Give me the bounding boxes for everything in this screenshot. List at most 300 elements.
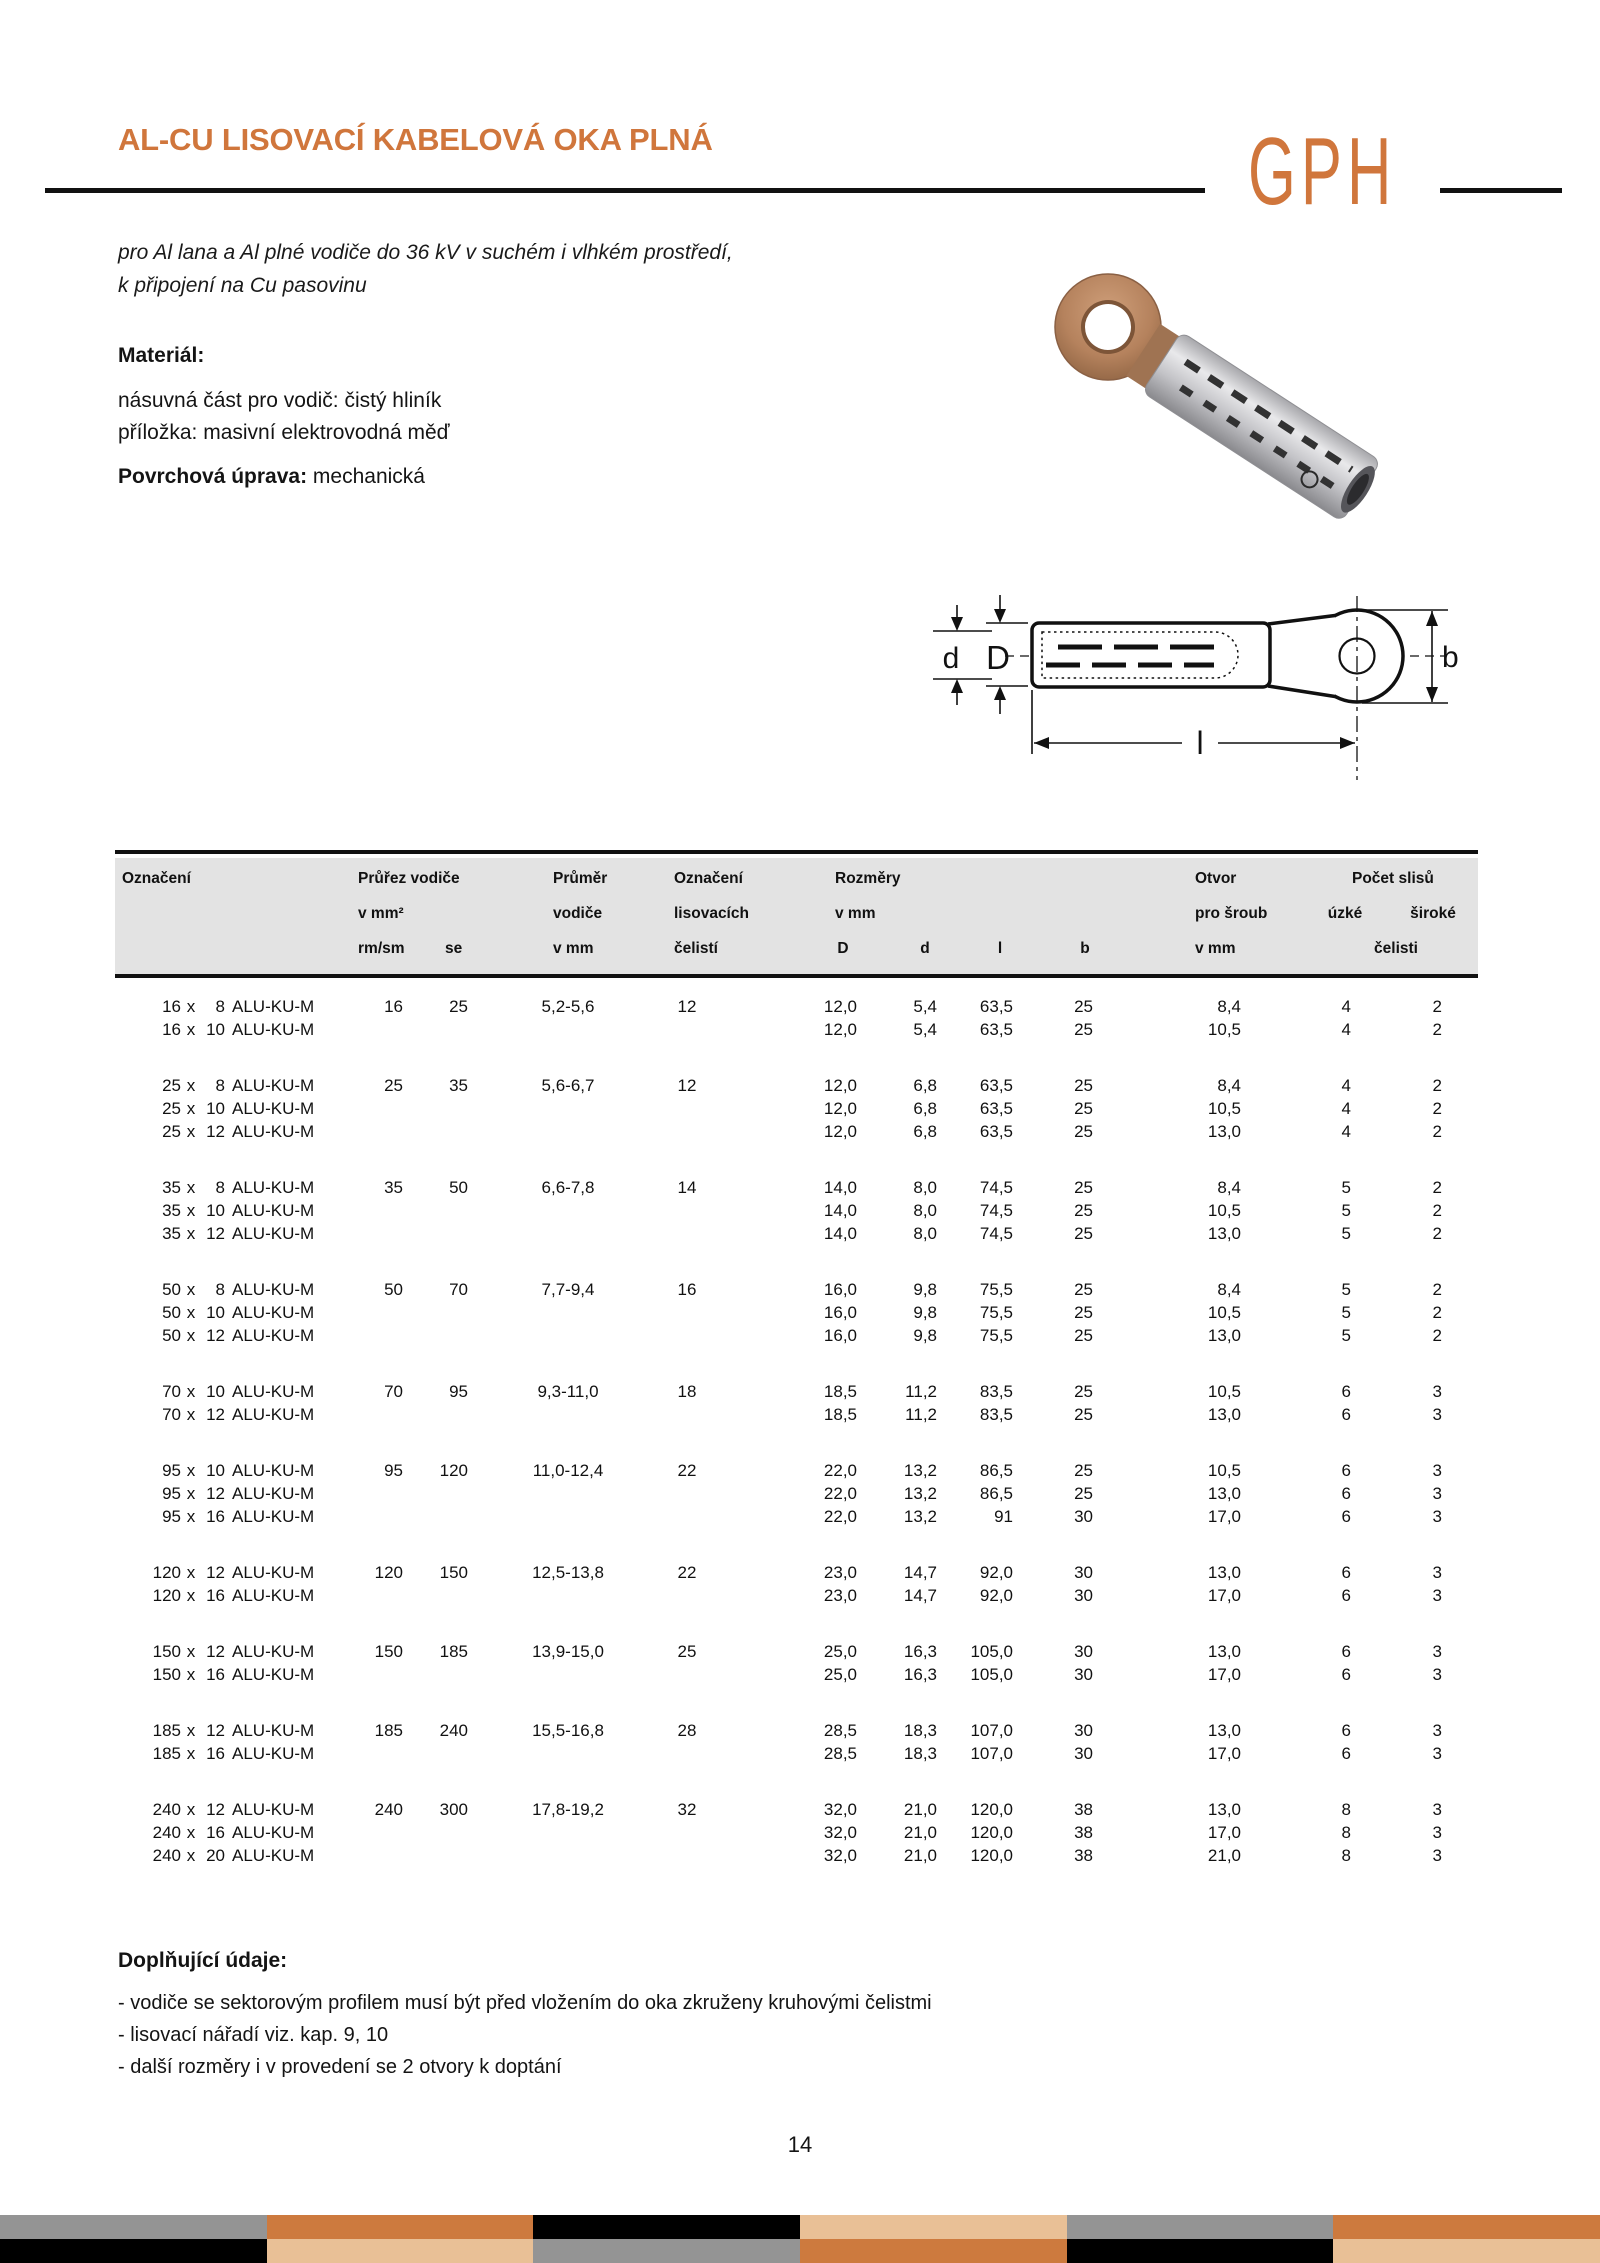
cell-prumer bbox=[483, 1018, 633, 1041]
dz-size: 150 bbox=[152, 1642, 181, 1661]
cell-celisti bbox=[633, 1097, 723, 1120]
dimension-drawing-svg bbox=[878, 572, 1466, 800]
notes-block bbox=[118, 1945, 932, 2083]
cell-b: 30 bbox=[1074, 1642, 1093, 1661]
dz-size: 50 bbox=[162, 1326, 181, 1345]
material-heading: Materiál: bbox=[118, 344, 205, 367]
cell-prumer: 9,3-11,0 bbox=[537, 1382, 599, 1401]
cell-D: 18,5 bbox=[823, 1382, 857, 1401]
cell-rm_sm bbox=[345, 1324, 425, 1347]
cell-uzke: 6 bbox=[1341, 1484, 1351, 1503]
cell-l: 63,5 bbox=[979, 997, 1013, 1016]
cell-se bbox=[425, 1222, 483, 1245]
cell-siroke: 3 bbox=[1432, 1800, 1442, 1819]
cell-D: 25,0 bbox=[823, 1665, 857, 1684]
table-row bbox=[115, 1278, 1478, 1301]
table-row bbox=[115, 1120, 1478, 1143]
cell-d: 11,2 bbox=[905, 1382, 937, 1401]
cell-rm_sm: 95 bbox=[384, 1461, 403, 1480]
cell-siroke: 3 bbox=[1432, 1665, 1442, 1684]
dz-size: 35 bbox=[162, 1224, 181, 1243]
cell-designation bbox=[115, 1719, 345, 1742]
cell-siroke: 2 bbox=[1432, 1326, 1442, 1345]
cell-designation bbox=[115, 1097, 345, 1120]
cell-prumer bbox=[483, 1199, 633, 1222]
dz-size: 240 bbox=[152, 1800, 181, 1819]
dz-size: 35 bbox=[162, 1201, 181, 1220]
lug-barrel bbox=[1142, 332, 1381, 520]
table-rule-top bbox=[115, 850, 1478, 854]
table-row bbox=[115, 1798, 1478, 1821]
cell-se bbox=[425, 1663, 483, 1686]
cell-D: 23,0 bbox=[823, 1586, 857, 1605]
cell-rm_sm: 240 bbox=[374, 1800, 403, 1819]
cell-D: 12,0 bbox=[823, 1020, 857, 1039]
intro-line-2: k připojení na Cu pasovinu bbox=[118, 274, 367, 297]
cell-l: 107,0 bbox=[970, 1744, 1013, 1763]
dz-hole: 10 bbox=[206, 1303, 225, 1322]
cell-rm_sm bbox=[345, 1199, 425, 1222]
dz-size: 240 bbox=[152, 1846, 181, 1865]
dz-suffix: ALU-KU-M bbox=[232, 1076, 315, 1095]
cable-lug-image bbox=[1020, 255, 1430, 520]
cell-siroke: 2 bbox=[1432, 1122, 1442, 1141]
dz-suffix: ALU-KU-M bbox=[232, 1823, 315, 1842]
cell-rm_sm: 25 bbox=[384, 1076, 403, 1095]
cell-celisti bbox=[633, 1844, 723, 1867]
cell-D: 23,0 bbox=[823, 1563, 857, 1582]
dz-suffix: ALU-KU-M bbox=[232, 1586, 315, 1605]
dz-hole: 10 bbox=[206, 1461, 225, 1480]
cell-siroke: 3 bbox=[1432, 1461, 1442, 1480]
cell-celisti: 16 bbox=[677, 1280, 697, 1299]
table-row bbox=[115, 1640, 1478, 1663]
th-die2: lisovacích bbox=[674, 905, 749, 922]
color-bar-cell-tan bbox=[1333, 2239, 1600, 2263]
table-row bbox=[115, 1663, 1478, 1686]
cell-otvor: 8,4 bbox=[1217, 1076, 1241, 1095]
dz-hole: 12 bbox=[206, 1800, 225, 1819]
cell-D: 28,5 bbox=[823, 1721, 857, 1740]
page-number: 14 bbox=[787, 2132, 813, 2157]
cell-d: 16,3 bbox=[903, 1665, 937, 1684]
th-dimensions: Rozměry bbox=[835, 870, 901, 887]
cell-l: 92,0 bbox=[979, 1586, 1013, 1605]
dz-hole: 10 bbox=[206, 1382, 225, 1401]
cell-l: 75,5 bbox=[979, 1280, 1013, 1299]
cell-l: 63,5 bbox=[979, 1122, 1013, 1141]
cell-celisti bbox=[633, 1301, 723, 1324]
dz-suffix: ALU-KU-M bbox=[232, 1484, 315, 1503]
cell-uzke: 5 bbox=[1341, 1303, 1351, 1322]
cell-D: 18,5 bbox=[823, 1405, 857, 1424]
cell-otvor: 13,0 bbox=[1207, 1326, 1241, 1345]
cell-rm_sm bbox=[345, 1222, 425, 1245]
th-crimps2: čelisti bbox=[1374, 940, 1418, 957]
dz-hole: 12 bbox=[206, 1484, 225, 1503]
cell-b: 25 bbox=[1074, 1076, 1093, 1095]
cell-designation bbox=[115, 995, 345, 1018]
cell-siroke: 3 bbox=[1432, 1563, 1442, 1582]
surface-finish bbox=[118, 465, 425, 489]
th-crimps: Počet slisů bbox=[1352, 870, 1434, 887]
cell-celisti: 14 bbox=[677, 1178, 697, 1197]
cell-b: 25 bbox=[1074, 1461, 1093, 1480]
cell-D: 32,0 bbox=[823, 1823, 857, 1842]
th-cross-section: Průřez vodiče bbox=[358, 870, 460, 887]
dz-size: 50 bbox=[162, 1303, 181, 1322]
dz-suffix: ALU-KU-M bbox=[232, 1461, 315, 1480]
header-rule-right bbox=[1440, 188, 1562, 193]
cell-otvor: 17,0 bbox=[1207, 1744, 1241, 1763]
cell-celisti bbox=[633, 1505, 723, 1528]
dz-size: 150 bbox=[152, 1665, 181, 1684]
cell-b: 30 bbox=[1074, 1507, 1093, 1526]
dz-x: x bbox=[186, 1076, 196, 1095]
cell-D: 14,0 bbox=[823, 1201, 857, 1220]
dz-size: 240 bbox=[152, 1823, 181, 1842]
cell-se bbox=[425, 1584, 483, 1607]
cell-l: 63,5 bbox=[979, 1076, 1013, 1095]
cell-siroke: 2 bbox=[1432, 1099, 1442, 1118]
cell-D: 16,0 bbox=[823, 1280, 857, 1299]
table-row bbox=[115, 1018, 1478, 1041]
cell-b: 30 bbox=[1074, 1744, 1093, 1763]
cell-d: 14,7 bbox=[903, 1563, 937, 1582]
cell-celisti: 22 bbox=[677, 1461, 697, 1480]
cell-se bbox=[425, 1844, 483, 1867]
cell-d: 9,8 bbox=[913, 1280, 937, 1299]
dz-suffix: ALU-KU-M bbox=[232, 1563, 315, 1582]
dz-hole: 20 bbox=[206, 1846, 225, 1865]
cell-se bbox=[425, 1199, 483, 1222]
cell-d: 6,8 bbox=[913, 1076, 937, 1095]
cell-otvor: 17,0 bbox=[1207, 1823, 1241, 1842]
dz-suffix: ALU-KU-M bbox=[232, 1178, 315, 1197]
cell-d: 16,3 bbox=[903, 1642, 937, 1661]
cell-otvor: 10,5 bbox=[1207, 1382, 1241, 1401]
cell-otvor: 10,5 bbox=[1207, 1099, 1241, 1118]
dz-size: 95 bbox=[162, 1507, 181, 1526]
cell-b: 38 bbox=[1074, 1800, 1093, 1819]
dz-hole: 16 bbox=[206, 1665, 225, 1684]
cell-prumer: 5,2-5,6 bbox=[541, 997, 595, 1016]
cell-rm_sm bbox=[345, 1403, 425, 1426]
dz-x: x bbox=[186, 1224, 196, 1243]
cell-prumer: 17,8-19,2 bbox=[532, 1800, 604, 1819]
th-d: d bbox=[920, 940, 930, 957]
cell-otvor: 8,4 bbox=[1217, 1280, 1241, 1299]
cell-designation bbox=[115, 1482, 345, 1505]
th-dimensions-unit: v mm bbox=[835, 905, 876, 922]
cell-prumer bbox=[483, 1120, 633, 1143]
cell-celisti: 12 bbox=[677, 1076, 697, 1095]
dz-suffix: ALU-KU-M bbox=[232, 997, 315, 1016]
cell-d: 13,2 bbox=[903, 1507, 937, 1526]
table-row bbox=[115, 1482, 1478, 1505]
cell-siroke: 3 bbox=[1432, 1507, 1442, 1526]
cell-siroke: 2 bbox=[1432, 1020, 1442, 1039]
surface-value: mechanická bbox=[312, 465, 425, 488]
cell-prumer bbox=[483, 1505, 633, 1528]
cell-prumer bbox=[483, 1742, 633, 1765]
cell-se: 120 bbox=[439, 1461, 468, 1480]
dz-suffix: ALU-KU-M bbox=[232, 1405, 315, 1424]
cell-rm_sm bbox=[345, 1584, 425, 1607]
cell-designation bbox=[115, 1403, 345, 1426]
dz-hole: 12 bbox=[206, 1563, 225, 1582]
cell-uzke: 6 bbox=[1341, 1405, 1351, 1424]
cell-prumer: 5,6-6,7 bbox=[541, 1076, 595, 1095]
dz-x: x bbox=[186, 1507, 196, 1526]
cell-d: 9,8 bbox=[913, 1326, 937, 1345]
cell-uzke: 5 bbox=[1341, 1326, 1351, 1345]
cell-D: 12,0 bbox=[823, 997, 857, 1016]
cell-b: 25 bbox=[1074, 1326, 1093, 1345]
cell-b: 25 bbox=[1074, 1382, 1093, 1401]
dz-hole: 16 bbox=[206, 1507, 225, 1526]
cell-uzke: 4 bbox=[1341, 1099, 1351, 1118]
th-D: D bbox=[837, 940, 849, 957]
table-group bbox=[115, 1176, 1478, 1245]
cell-l: 120,0 bbox=[970, 1823, 1013, 1842]
cell-prumer bbox=[483, 1482, 633, 1505]
cell-designation bbox=[115, 1505, 345, 1528]
dz-x: x bbox=[186, 1461, 196, 1480]
cell-d: 21,0 bbox=[903, 1800, 937, 1819]
cell-se bbox=[425, 1742, 483, 1765]
cell-l: 92,0 bbox=[979, 1563, 1013, 1582]
dz-suffix: ALU-KU-M bbox=[232, 1507, 315, 1526]
cell-siroke: 2 bbox=[1432, 1280, 1442, 1299]
cell-otvor: 13,0 bbox=[1207, 1405, 1241, 1424]
cell-rm_sm bbox=[345, 1821, 425, 1844]
dz-x: x bbox=[186, 1563, 196, 1582]
dz-size: 16 bbox=[162, 1020, 181, 1039]
cell-designation bbox=[115, 1821, 345, 1844]
cell-siroke: 2 bbox=[1432, 1178, 1442, 1197]
color-bar-cell-gray bbox=[1067, 2215, 1334, 2239]
th-diameter: Průměr bbox=[553, 870, 608, 887]
dz-hole: 12 bbox=[206, 1326, 225, 1345]
cell-otvor: 13,0 bbox=[1207, 1122, 1241, 1141]
cell-d: 8,0 bbox=[913, 1224, 937, 1243]
cell-b: 25 bbox=[1074, 997, 1093, 1016]
dz-suffix: ALU-KU-M bbox=[232, 1280, 315, 1299]
cell-rm_sm: 120 bbox=[374, 1563, 403, 1582]
table-row bbox=[115, 1301, 1478, 1324]
dz-x: x bbox=[186, 1665, 196, 1684]
cell-siroke: 3 bbox=[1432, 1642, 1442, 1661]
cell-designation bbox=[115, 1459, 345, 1482]
table-row bbox=[115, 1844, 1478, 1867]
dz-size: 95 bbox=[162, 1484, 181, 1503]
cell-l: 63,5 bbox=[979, 1020, 1013, 1039]
gph-logo: GPH bbox=[1248, 118, 1397, 225]
color-bar-cell-orange bbox=[1333, 2215, 1600, 2239]
dz-x: x bbox=[186, 1484, 196, 1503]
dz-suffix: ALU-KU-M bbox=[232, 1303, 315, 1322]
table-group bbox=[115, 1719, 1478, 1765]
cell-celisti: 25 bbox=[677, 1642, 697, 1661]
cell-siroke: 3 bbox=[1432, 1721, 1442, 1740]
cell-celisti bbox=[633, 1222, 723, 1245]
cell-prumer bbox=[483, 1821, 633, 1844]
cell-uzke: 4 bbox=[1341, 1122, 1351, 1141]
dz-size: 35 bbox=[162, 1178, 181, 1197]
cell-otvor: 13,0 bbox=[1207, 1721, 1241, 1740]
cell-rm_sm: 150 bbox=[374, 1642, 403, 1661]
color-bar-cell-black bbox=[0, 2239, 267, 2263]
note-item: - vodiče se sektorovým profilem musí být před vložením do oka zkruženy kruhovými čelistmi bbox=[118, 1992, 932, 2014]
cell-uzke: 6 bbox=[1341, 1507, 1351, 1526]
cell-otvor: 17,0 bbox=[1207, 1665, 1241, 1684]
note-item: - lisovací nářadí viz. kap. 9, 10 bbox=[118, 2024, 389, 2046]
cell-uzke: 6 bbox=[1341, 1721, 1351, 1740]
cell-l: 107,0 bbox=[970, 1721, 1013, 1740]
cell-l: 105,0 bbox=[970, 1642, 1013, 1661]
dz-x: x bbox=[186, 1800, 196, 1819]
dz-suffix: ALU-KU-M bbox=[232, 1665, 315, 1684]
cell-prumer bbox=[483, 1844, 633, 1867]
table-row bbox=[115, 1821, 1478, 1844]
cell-se bbox=[425, 1482, 483, 1505]
table-group bbox=[115, 995, 1478, 1041]
cell-d: 18,3 bbox=[903, 1721, 937, 1740]
cell-b: 25 bbox=[1074, 1201, 1093, 1220]
cell-l: 75,5 bbox=[979, 1303, 1013, 1322]
cell-l: 83,5 bbox=[979, 1405, 1013, 1424]
th-se: se bbox=[445, 940, 463, 957]
table-row bbox=[115, 1097, 1478, 1120]
cell-D: 32,0 bbox=[823, 1846, 857, 1865]
th-l: l bbox=[997, 940, 1003, 957]
table-row bbox=[115, 1199, 1478, 1222]
th-die3: čelistí bbox=[674, 940, 718, 957]
cell-siroke: 3 bbox=[1432, 1484, 1442, 1503]
cell-se bbox=[425, 1324, 483, 1347]
cell-celisti bbox=[633, 1482, 723, 1505]
dz-size: 50 bbox=[162, 1280, 181, 1299]
dz-x: x bbox=[186, 1020, 196, 1039]
dz-hole: 16 bbox=[206, 1744, 225, 1763]
cell-l: 86,5 bbox=[979, 1484, 1013, 1503]
dz-x: x bbox=[186, 997, 196, 1016]
cell-uzke: 5 bbox=[1341, 1280, 1351, 1299]
cell-b: 25 bbox=[1074, 1099, 1093, 1118]
table-row bbox=[115, 1380, 1478, 1403]
cell-uzke: 4 bbox=[1341, 1020, 1351, 1039]
cell-d: 21,0 bbox=[903, 1846, 937, 1865]
cell-se: 35 bbox=[449, 1076, 468, 1095]
cell-se: 300 bbox=[439, 1800, 468, 1819]
dz-x: x bbox=[186, 1122, 196, 1141]
label-D: D bbox=[986, 639, 1010, 676]
cell-celisti: 22 bbox=[677, 1563, 697, 1582]
cell-b: 30 bbox=[1074, 1721, 1093, 1740]
cell-l: 91 bbox=[994, 1507, 1013, 1526]
cell-rm_sm bbox=[345, 1120, 425, 1143]
cell-designation bbox=[115, 1640, 345, 1663]
dz-size: 25 bbox=[162, 1122, 181, 1141]
cell-prumer: 11,0-12,4 bbox=[532, 1461, 604, 1480]
table-row bbox=[115, 1074, 1478, 1097]
dz-size: 16 bbox=[162, 997, 181, 1016]
surface-label: Povrchová úprava: bbox=[118, 465, 308, 488]
cell-D: 12,0 bbox=[823, 1099, 857, 1118]
cell-D: 12,0 bbox=[823, 1122, 857, 1141]
cell-D: 12,0 bbox=[823, 1076, 857, 1095]
cell-se bbox=[425, 1505, 483, 1528]
cell-b: 25 bbox=[1074, 1484, 1093, 1503]
cell-D: 25,0 bbox=[823, 1642, 857, 1661]
cell-prumer bbox=[483, 1222, 633, 1245]
dz-hole: 8 bbox=[215, 997, 225, 1016]
cell-D: 16,0 bbox=[823, 1303, 857, 1322]
dz-hole: 8 bbox=[215, 1178, 225, 1197]
cell-celisti bbox=[633, 1199, 723, 1222]
cell-se bbox=[425, 1018, 483, 1041]
dz-x: x bbox=[186, 1280, 196, 1299]
cell-otvor: 10,5 bbox=[1207, 1020, 1241, 1039]
footer-color-bar bbox=[0, 2215, 1600, 2263]
dz-size: 185 bbox=[152, 1744, 181, 1763]
cell-otvor: 21,0 bbox=[1207, 1846, 1241, 1865]
cell-uzke: 4 bbox=[1341, 997, 1351, 1016]
cell-d: 8,0 bbox=[913, 1178, 937, 1197]
cell-designation bbox=[115, 1120, 345, 1143]
cell-rm_sm bbox=[345, 1482, 425, 1505]
cell-se: 240 bbox=[439, 1721, 468, 1740]
cell-otvor: 8,4 bbox=[1217, 997, 1241, 1016]
dz-size: 70 bbox=[162, 1405, 181, 1424]
cell-designation bbox=[115, 1018, 345, 1041]
cell-prumer bbox=[483, 1324, 633, 1347]
dz-suffix: ALU-KU-M bbox=[232, 1122, 315, 1141]
dz-size: 120 bbox=[152, 1563, 181, 1582]
cell-celisti bbox=[633, 1663, 723, 1686]
table-row bbox=[115, 1403, 1478, 1426]
cell-rm_sm: 70 bbox=[384, 1382, 403, 1401]
cell-se bbox=[425, 1120, 483, 1143]
table-group bbox=[115, 1278, 1478, 1347]
cell-d: 9,8 bbox=[913, 1303, 937, 1322]
table-row bbox=[115, 1719, 1478, 1742]
cell-rm_sm bbox=[345, 1742, 425, 1765]
cell-l: 120,0 bbox=[970, 1846, 1013, 1865]
cell-designation bbox=[115, 1742, 345, 1765]
th-hole-unit: v mm bbox=[1195, 940, 1236, 957]
intro-line-1: pro Al lana a Al plné vodiče do 36 kV v suchém i vlhkém prostředí, bbox=[118, 241, 733, 264]
cell-otvor: 13,0 bbox=[1207, 1800, 1241, 1819]
cell-designation bbox=[115, 1176, 345, 1199]
dz-x: x bbox=[186, 1178, 196, 1197]
color-bar-cell-orange bbox=[267, 2215, 534, 2239]
cell-rm_sm bbox=[345, 1018, 425, 1041]
cell-prumer bbox=[483, 1584, 633, 1607]
cell-l: 83,5 bbox=[979, 1382, 1013, 1401]
cell-siroke: 3 bbox=[1432, 1382, 1442, 1401]
cell-se bbox=[425, 1403, 483, 1426]
cell-se: 95 bbox=[449, 1382, 468, 1401]
notes-heading: Doplňující údaje: bbox=[118, 1949, 288, 1972]
table-row bbox=[115, 1561, 1478, 1584]
th-diameter2: vodiče bbox=[553, 905, 603, 922]
th-designation: Označení bbox=[122, 870, 191, 887]
dz-suffix: ALU-KU-M bbox=[232, 1382, 315, 1401]
cell-se bbox=[425, 1301, 483, 1324]
cell-designation bbox=[115, 1584, 345, 1607]
